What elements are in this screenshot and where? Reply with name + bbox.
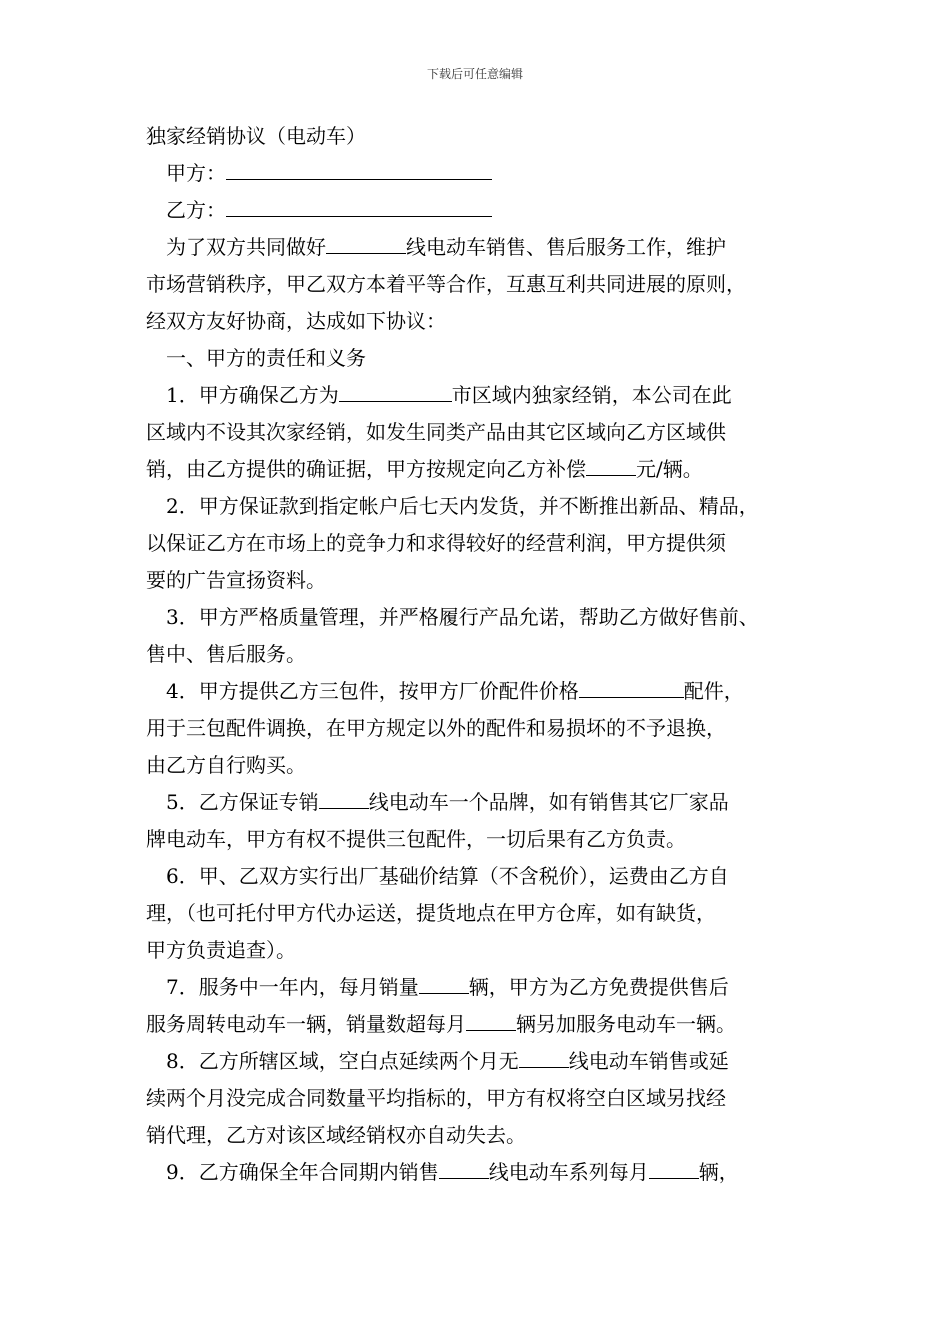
clause-text: 服务周转电动车一辆，销量数超每月 bbox=[146, 1012, 466, 1036]
clause-7-line bbox=[146, 969, 836, 1006]
document-body bbox=[146, 118, 836, 1191]
fill-blank bbox=[439, 1156, 489, 1179]
fill-blank bbox=[519, 1045, 569, 1068]
clause-6-line: 6．甲、乙双方实行出厂基础价结算（不含税价），运费由乙方自 bbox=[166, 864, 729, 888]
page-header: 下载后可任意编辑 bbox=[426, 67, 523, 81]
party-a-label: 甲方： bbox=[166, 161, 226, 185]
clause-text: 线电动车系列每月 bbox=[488, 1160, 649, 1184]
intro-line: 市场营销秩序，甲乙双方本着平等合作，互惠互利共同进展的原则， bbox=[146, 272, 746, 296]
clause-text: 销，由乙方提供的确证据，甲方按规定向乙方补偿 bbox=[146, 457, 586, 481]
party-a-line bbox=[146, 155, 836, 192]
section-heading: 一、甲方的责任和义务 bbox=[166, 346, 366, 370]
clause-5-line bbox=[146, 784, 836, 821]
party-b-line bbox=[146, 192, 836, 229]
clause-text: 4．甲方提供乙方三包件，按甲方厂价配件价格 bbox=[166, 679, 579, 703]
fill-blank bbox=[466, 1008, 516, 1031]
clause-text: 辆另加服务电动车一辆。 bbox=[516, 1012, 736, 1036]
clause-2-line: 2．甲方保证款到指定帐户后七天内发货，并不断推出新品、精品， bbox=[166, 494, 759, 518]
fill-blank bbox=[326, 231, 406, 254]
clause-text: 配件， bbox=[683, 679, 744, 703]
clause-2-line: 以保证乙方在市场上的竞争力和求得较好的经营利润，甲方提供须 bbox=[146, 531, 726, 555]
clause-text: 线电动车销售或延 bbox=[568, 1049, 729, 1073]
clause-7-line bbox=[146, 1006, 836, 1043]
clause-text: 元/辆。 bbox=[636, 457, 703, 481]
fill-blank bbox=[579, 675, 684, 698]
fill-blank bbox=[419, 971, 469, 994]
clause-text: 8．乙方所辖区域，空白点延续两个月无 bbox=[166, 1049, 519, 1073]
clause-6-line: 理，（也可托付甲方代办运送，提货地点在甲方仓库，如有缺货， bbox=[146, 901, 716, 925]
fill-blank bbox=[649, 1156, 699, 1179]
clause-text: 线电动车一个品牌，如有销售其它厂家品 bbox=[368, 790, 729, 814]
clause-6-line: 甲方负责追查）。 bbox=[146, 938, 296, 962]
clause-1-line bbox=[146, 377, 836, 414]
clause-4-line: 用于三包配件调换，在甲方规定以外的配件和易损坏的不予退换， bbox=[146, 716, 726, 740]
clause-1-line bbox=[146, 451, 836, 488]
party-b-label: 乙方： bbox=[166, 198, 226, 222]
document-title: 独家经销协议（电动车） bbox=[146, 124, 366, 148]
fill-blank bbox=[586, 453, 636, 476]
clause-4-line bbox=[146, 673, 836, 710]
clause-text: 9．乙方确保全年合同期内销售 bbox=[166, 1160, 439, 1184]
clause-2-line: 要的广告宣扬资料。 bbox=[146, 568, 326, 592]
clause-8-line bbox=[146, 1043, 836, 1080]
party-b-blank bbox=[226, 194, 492, 217]
fill-blank bbox=[319, 786, 369, 809]
intro-line: 经双方友好协商，达成如下协议： bbox=[146, 309, 446, 333]
clause-1-line: 区域内不设其次家经销，如发生同类产品由其它区域向乙方区域供 bbox=[146, 420, 726, 444]
clause-9-line bbox=[146, 1154, 836, 1191]
clause-8-line: 销代理，乙方对该区域经销权亦自动失去。 bbox=[146, 1123, 526, 1147]
clause-3-line: 售中、售后服务。 bbox=[146, 642, 306, 666]
clause-8-line: 续两个月没完成合同数量平均指标的，甲方有权将空白区域另找经 bbox=[146, 1086, 726, 1110]
intro-text: 线电动车销售、售后服务工作，维护 bbox=[406, 235, 726, 259]
clause-4-line: 由乙方自行购买。 bbox=[146, 753, 306, 777]
clause-text: 辆，甲方为乙方免费提供售后 bbox=[468, 975, 729, 999]
clause-3-line: 3．甲方严格质量管理，并严格履行产品允诺，帮助乙方做好售前、 bbox=[166, 605, 759, 629]
intro-text: 为了双方共同做好 bbox=[166, 235, 326, 259]
fill-blank bbox=[339, 379, 452, 402]
clause-text: 1．甲方确保乙方为 bbox=[166, 383, 339, 407]
clause-text: 市区域内独家经销，本公司在此 bbox=[451, 383, 732, 407]
clause-text: 7．服务中一年内，每月销量 bbox=[166, 975, 419, 999]
clause-5-line: 牌电动车，甲方有权不提供三包配件，一切后果有乙方负责。 bbox=[146, 827, 686, 851]
intro-line bbox=[146, 229, 836, 266]
clause-text: 辆， bbox=[698, 1160, 739, 1184]
party-a-blank bbox=[226, 157, 492, 180]
clause-text: 5．乙方保证专销 bbox=[166, 790, 319, 814]
